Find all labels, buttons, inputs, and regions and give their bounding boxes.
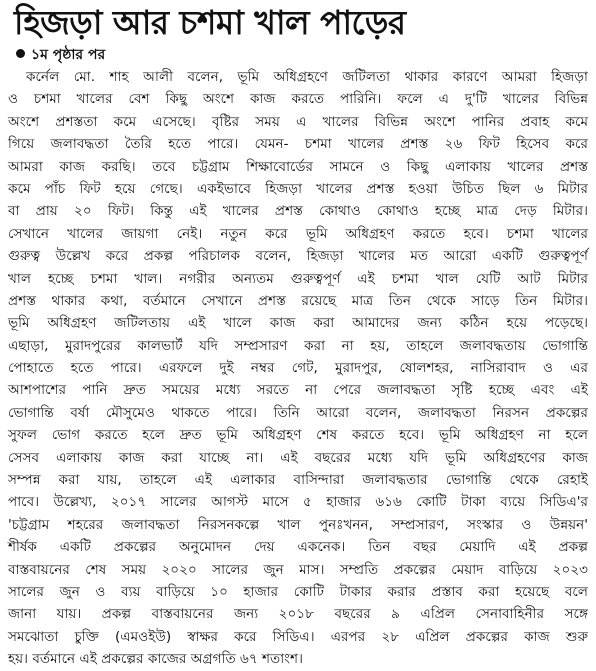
article-line: খাল হচ্ছে চশমা খাল। নগরীর অন্যতম গুরুত্বপূর্ণ এই চশমা খাল যেটি আট মিটার — [8, 270, 588, 287]
article-line: ভূমি অধিগ্রহণ জটিলতায় এই খালে কাজ করা আমাদের জন্য কঠিন হয়ে পড়েছে। — [8, 315, 588, 332]
article-line: সেসব এলাকায় কাজ করা যাচ্ছে না। এই বছরের মধ্যে যদি ভূমি অধিগ্রহণের কাজ — [8, 449, 588, 466]
article-line: প্রশস্ত থাকার কথা, বর্তমানে সেখানে প্রশস্ত রয়েছে মাত্র তিন থেকে সাড়ে তিন মিটার। — [8, 292, 588, 309]
article-line: বা প্রায় ২০ ফিট। কিন্তু এই খালের প্রশস্ত কোথাও কোথাও হচ্ছে মাত্র দেড় মিটার। — [8, 203, 588, 220]
article-line: বাস্তবায়নের শেষ সময় ২০২০ সালের জুন মাস। সম্প্রতি প্রকল্পের মেয়াদ বাড়িয়ে ২০২৩ — [8, 561, 588, 578]
bullet-icon — [16, 49, 25, 58]
article-line: ভোগান্তি বর্ষা মৌসুমেও থাকতে পারে। তিনি আরো বলেন, জলাবদ্ধতা নিরসন প্রকল্পের — [8, 404, 588, 421]
article-line: সমঝোতা চুক্তি (এমওইউ) স্বাক্ষর করে সিডিএ। এরপর ২৮ এপ্রিল প্রকল্পের কাজ শুরু — [8, 628, 588, 645]
article-line: ও চশমা খালের বেশ কিছু অংশে কাজ করতে পারিনি। ফলে এ দু'টি খালের বিভিন্ন — [8, 91, 588, 108]
headline: হিজড়া আর চশমা খাল পাড়ের — [14, 3, 406, 42]
article-line: পোহাতে হতে পারে। এরফলে দুই নম্বর গেট, মুরাদপুর, ষোলশহর, নাসিরাবাদ ও এর — [8, 360, 588, 377]
article-line: সেখানে খালের জায়গা নেই। নতুন করে ভূমি অধিগ্রহণ করতে হবে। চশমা খালের — [8, 225, 588, 242]
article-line: গুরুত্ব উল্লেখ করে প্রকল্প পরিচালক বলেন, হিজড়া খালের মত আরো একটি গুরুত্বপূর্ণ — [8, 248, 588, 265]
article-line: সালের জুন ও ব্যয় বাড়িয়ে ১০ হাজার কোটি টাকার করার প্রস্তাব করা হয়েছে বলে — [8, 583, 588, 600]
article-line: কর্নেল মো. শাহ আলী বলেন, ভূমি অধিগ্রহণে জটিলতা থাকার কারণে আমরা হিজড়া — [26, 69, 588, 85]
article-line: কমে পাঁচ ফিট হয়ে গেছে। একইভাবে হিজড়া খালের প্রশস্ত হওয়া উচিত ছিল ৬ মিটার — [8, 180, 588, 197]
article-body — [8, 66, 588, 668]
article-line: আশপাশের পানি দ্রুত সময়ের মধ্যে সরতে না পেরে জলাবদ্ধতা সৃষ্টি হচ্ছে এবং এই — [8, 382, 588, 399]
article-line: এছাড়া, মুরাদপুরের কালভার্ট যদি সম্প্রসারণ করা না হয়, তাহলে জলাবদ্ধতায় ভোগান্তি — [8, 337, 588, 354]
article-line: পাবে। উল্লেখ্য, ২০১৭ সালের আগস্ট মাসে ৫ হাজার ৬১৬ কোটি টাকা ব্যয়ে সিডিএ'র — [8, 494, 588, 511]
article-line: সুফল ভোগ করতে হলে দ্রুত ভূমি অধিগ্রহণ শেষ করতে হবে। ভূমি অধিগ্রহণ না হলে — [8, 427, 588, 444]
article-line: শীর্ষক একটি প্রকল্পের অনুমোদন দেয় একনেক। তিন বছর মেয়াদি এই প্রকল্প — [8, 539, 588, 556]
article-line: গিয়ে জলাবদ্ধতা তৈরি হতে পারে। যেমন- চশমা খালের প্রশস্ত ২৬ ফিট হিসেব করে — [8, 136, 588, 153]
article-line: অংশে প্রশস্ততা কমে এসেছে। বৃষ্টির সময় এ খালের বিভিন্ন অংশে পানির প্রবাহ কমে — [8, 113, 588, 130]
continuation-label: ১ম পৃষ্ঠার পর — [31, 47, 106, 63]
continuation-note — [16, 46, 576, 64]
article-line: সম্পন্ন করা যায়, তাহলে এই এলাকার বাসিন্দারা জলাবদ্ধতার ভোগান্তি থেকে রেহাই — [8, 472, 588, 489]
article-line: আমরা কাজ করছি। তবে চট্টগ্রাম শিক্ষাবোর্ডের সামনে ও কিছু এলাকায় খালের প্রশস্ত — [8, 158, 588, 175]
article-line: জানা যায়। প্রকল্প বাস্তবায়নের জন্য ২০১৮ বছরের ৯ এপ্রিল সেনাবাহিনীর সঙ্গে — [8, 606, 588, 623]
article-line: 'চট্টগ্রাম শহরের জলাবদ্ধতা নিরসনকল্পে খাল পুনঃখনন, সম্প্রসারণ, সংস্কার ও উন্নয়ন' — [8, 516, 588, 533]
article-line: হয়। বর্তমানে এই প্রকল্পের কাজের অগ্রগতি ৬৭ শতাংশ। — [8, 651, 303, 668]
